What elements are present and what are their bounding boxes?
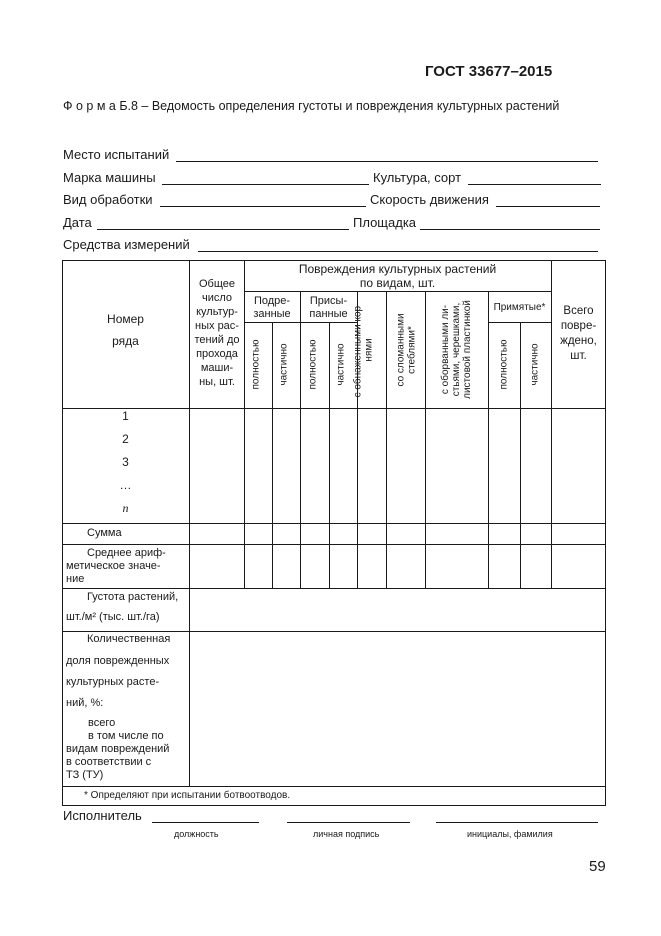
col-crushed-label: Примятые* [493,302,546,313]
field-treatment-label: Вид обработки [63,192,153,207]
col-damage-group-subtitle: по видам, шт. [359,276,436,290]
col-total-damaged-line-2: ждено, [560,335,597,347]
row-mean-line-0: Среднее ариф- [87,547,166,559]
name-caption: инициалы, фамилия [467,829,553,839]
row-quant-line-1: доля поврежденных [66,655,170,667]
col-total-plants-line-5: прохода [196,348,238,360]
row-quant-incl-1: видам повреждений [66,743,170,755]
executor-label: Исполнитель [63,808,142,823]
col-covered-label-1: панные [309,308,348,320]
col-torn-leaves-line-0: с оборванными ли- [440,304,451,395]
row-mean-line-1: метическое значе- [66,560,161,572]
row-number-2: 2 [122,432,129,446]
row-density-line-0: Густота растений, [87,591,179,603]
col-covered-label-0: Присы- [309,295,348,307]
col-row-number-label: Номер [107,312,144,326]
row-quant-incl-3: ТЗ (ТУ) [66,769,104,781]
col-total-plants-line-2: культур- [196,306,238,318]
col-torn-leaves-line-1: стьями, черешками, [451,302,462,397]
col-damage-group-title: Повреждения культурных растений [298,262,497,276]
field-date-label: Дата [63,215,92,230]
col-total-damaged-line-0: Всего [563,305,594,317]
standard-number: ГОСТ 33677–2015 [425,63,553,80]
table-footnote: * Определяют при испытании ботвоотводов. [84,790,291,801]
row-quant-line-3: ний, %: [66,697,104,709]
field-area-label: Площадка [353,215,417,230]
field-crop-label: Культура, сорт [373,170,462,185]
row-quant-line-0: Количественная [87,633,171,645]
col-broken-stems [396,294,418,407]
col-partial-2: частично [335,343,347,386]
field-instruments-label: Средства измерений [63,237,190,252]
col-full-1: полностью [250,339,262,390]
row-mean-line-2: ние [66,573,85,585]
col-total-plants-line-0: Общее [198,278,236,290]
col-broken-stems-line-0: со сломанными [395,313,407,387]
field-machine-label: Марка машины [63,170,156,185]
col-torn-leaves [440,293,473,406]
row-quant-incl-0: в том числе по [88,730,164,742]
position-caption: должность [174,829,219,839]
col-cut-label-1: занные [253,308,291,320]
col-exposed-roots [353,294,375,407]
signature-line[interactable] [287,822,410,823]
col-torn-leaves-line-2: листовой пластинкой [462,300,473,399]
col-full-2: полностью [307,339,319,390]
row-quant-line-2: культурных расте- [66,676,160,688]
row-number-3: 3 [122,455,129,469]
col-exposed-roots-line-0: с обнаженными кор- [352,302,364,398]
col-total-damaged-line-1: повре- [560,320,597,332]
form-title: Ф о р м а Б.8 – Ведомость определения густоты и повреждения культурных растений [63,99,560,113]
field-place-label: Место испытаний [63,147,170,162]
col-partial-1: частично [278,343,290,386]
position-line[interactable] [152,822,259,823]
col-exposed-roots-line-1: нями [363,338,375,362]
col-partial-3: частично [529,343,541,386]
col-full-3: полностью [498,339,510,390]
row-sum-label: Сумма [87,527,122,539]
field-speed-label: Скорость движения [370,192,489,207]
signature-caption: личная подпись [313,829,380,839]
col-total-plants-line-1: число [201,292,233,304]
row-number-1: 1 [122,409,129,423]
row-quant-total: всего [88,717,116,729]
col-total-damaged-line-3: шт. [570,350,587,362]
col-total-plants-line-6: маши- [200,362,234,374]
row-density-line-1: шт./м² (тыс. шт./га) [66,611,160,623]
row-number-n: n [122,501,129,515]
page-number: 59 [589,858,606,875]
col-total-plants-line-4: тений до [194,334,240,346]
col-row-number-label-2: ряда [112,334,139,348]
name-line[interactable] [436,822,598,823]
col-broken-stems-line-1: стеблями* [406,326,418,374]
col-cut-label-0: Подре- [253,295,291,307]
col-total-plants-line-7: ны, шт. [199,376,235,388]
row-number-ellipsis: … [119,478,132,492]
col-total-plants-line-3: ных рас- [195,320,239,332]
row-quant-incl-2: в соответствии с [66,756,152,768]
